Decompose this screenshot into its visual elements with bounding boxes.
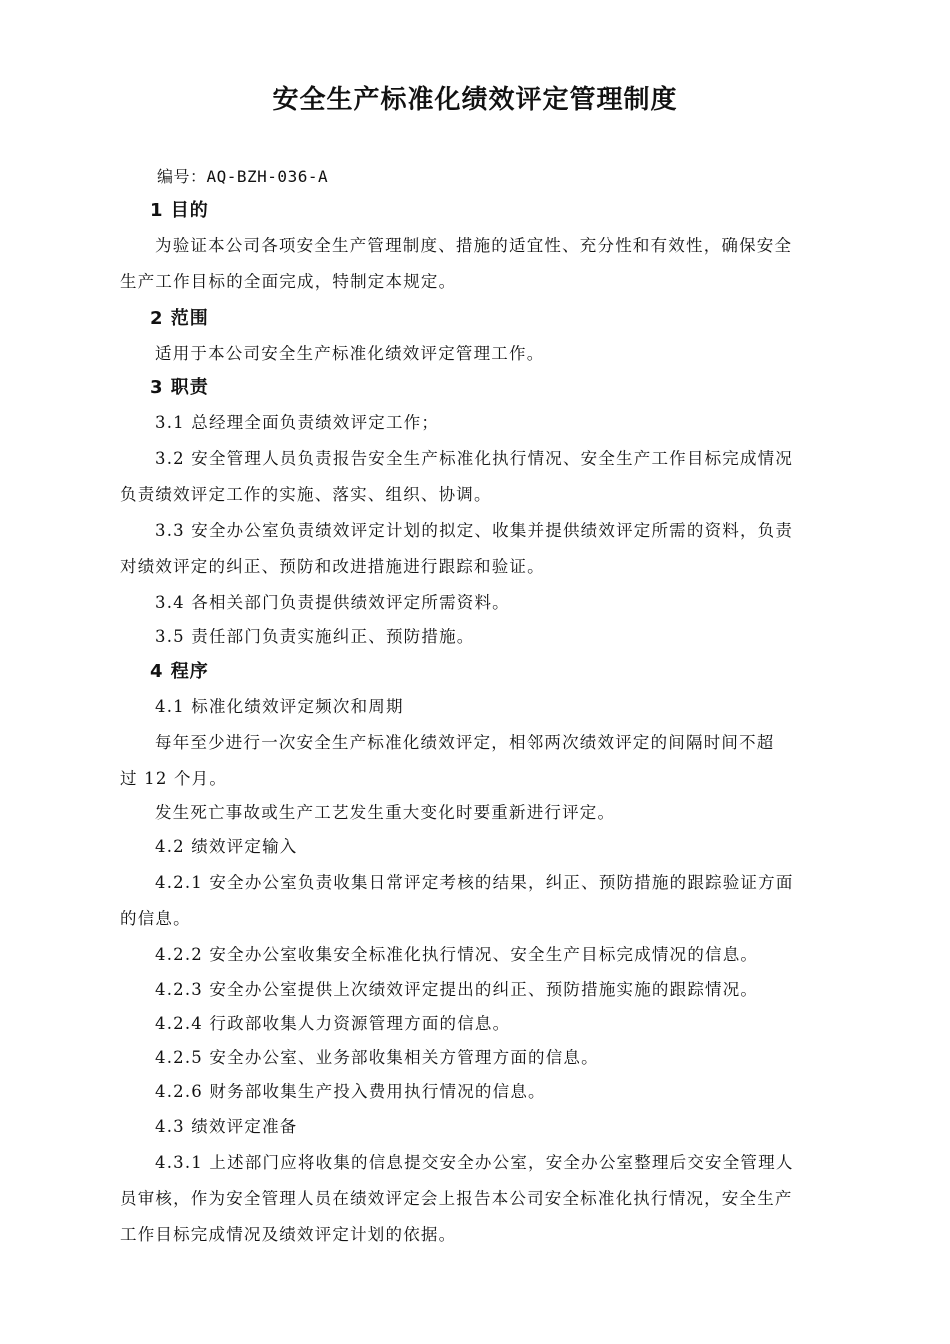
item-3-3-cont: 对绩效评定的纠正、预防和改进措施进行跟踪和验证。 (120, 557, 545, 576)
item-4-3-1-cont2: 工作目标完成情况及绩效评定计划的依据。 (120, 1225, 457, 1244)
section-1-paragraph: 为验证本公司各项安全生产管理制度、措施的适宜性、充分性和有效性，确保安全 (155, 236, 793, 255)
item-4-2-1: 4.2.1 安全办公室负责收集日常评定考核的结果，纠正、预防措施的跟踪验证方面 (155, 873, 794, 892)
item-4-2-1-cont: 的信息。 (120, 909, 191, 928)
paragraph-4-1-b: 发生死亡事故或生产工艺发生重大变化时要重新进行评定。 (155, 803, 616, 822)
item-4-3-1: 4.3.1 上述部门应将收集的信息提交安全办公室，安全办公室整理后交安全管理人 (155, 1153, 794, 1172)
document-title: 安全生产标准化绩效评定管理制度 (272, 85, 678, 115)
item-3-2: 3.2 安全管理人员负责报告安全生产标准化执行情况、安全生产工作目标完成情况 (155, 449, 794, 468)
item-4-2-2: 4.2.2 安全办公室收集安全标准化执行情况、安全生产目标完成情况的信息。 (155, 945, 759, 964)
item-3-5: 3.5 责任部门负责实施纠正、预防措施。 (155, 627, 475, 646)
paragraph-4-1-a-cont: 过 12 个月。 (120, 769, 228, 788)
item-4-2-3: 4.2.3 安全办公室提供上次绩效评定提出的纠正、预防措施实施的跟踪情况。 (155, 980, 759, 999)
subheading-4-2: 4.2 绩效评定输入 (155, 837, 298, 856)
item-3-2-cont: 负责绩效评定工作的实施、落实、组织、协调。 (120, 485, 492, 504)
subheading-4-1: 4.1 标准化绩效评定频次和周期 (155, 697, 404, 716)
item-3-3: 3.3 安全办公室负责绩效评定计划的拟定、收集并提供绩效评定所需的资料，负责 (155, 521, 794, 540)
document-number: 编号：AQ-BZH-036-A (157, 167, 329, 186)
item-4-2-6: 4.2.6 财务部收集生产投入费用执行情况的信息。 (155, 1082, 546, 1101)
section-2-paragraph: 适用于本公司安全生产标准化绩效评定管理工作。 (155, 344, 545, 363)
subheading-4-3: 4.3 绩效评定准备 (155, 1117, 298, 1136)
section-4-heading: 4 程序 (150, 661, 209, 682)
item-3-4: 3.4 各相关部门负责提供绩效评定所需资料。 (155, 593, 510, 612)
section-1-heading: 1 目的 (150, 200, 209, 221)
item-3-1: 3.1 总经理全面负责绩效评定工作； (155, 413, 440, 432)
paragraph-4-1-a: 每年至少进行一次安全生产标准化绩效评定，相邻两次绩效评定的间隔时间不超 (155, 733, 775, 752)
section-3-heading: 3 职责 (150, 377, 209, 398)
item-4-2-4: 4.2.4 行政部收集人力资源管理方面的信息。 (155, 1014, 511, 1033)
item-4-3-1-cont: 员审核，作为安全管理人员在绩效评定会上报告本公司安全标准化执行情况，安全生产 (120, 1189, 793, 1208)
item-4-2-5: 4.2.5 安全办公室、业务部收集相关方管理方面的信息。 (155, 1048, 599, 1067)
section-2-heading: 2 范围 (150, 308, 209, 329)
section-1-paragraph-cont: 生产工作目标的全面完成，特制定本规定。 (120, 272, 457, 291)
